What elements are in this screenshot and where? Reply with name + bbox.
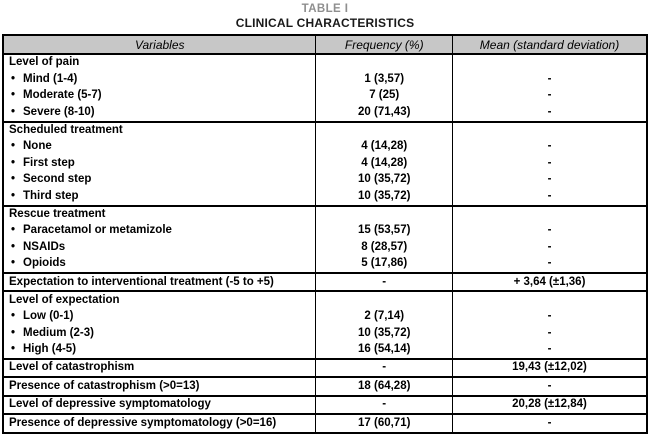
frequency-cell: 10 (35,72): [316, 188, 453, 205]
bullet-icon: •: [11, 173, 16, 186]
mean-cell: -: [452, 342, 647, 359]
frequency-cell: [316, 54, 453, 71]
table-row: [3, 88, 647, 104]
frequency-cell: [316, 122, 453, 139]
frequency-cell: 8 (28,57): [316, 239, 453, 255]
table-row: [3, 206, 647, 223]
table-row: [3, 122, 647, 139]
table-row: [3, 325, 647, 341]
variable-item-label: • Opioids: [3, 256, 316, 273]
frequency-cell: 2 (7,14): [316, 309, 453, 325]
frequency-cell: -: [316, 396, 453, 414]
bullet-icon: •: [11, 105, 16, 118]
frequency-cell: 18 (64,28): [316, 377, 453, 395]
variable-group-label: Level of pain: [3, 54, 316, 71]
frequency-cell: 10 (35,72): [316, 325, 453, 341]
bullet-icon: •: [11, 240, 16, 253]
table-caption: CLINICAL CHARACTERISTICS: [235, 16, 415, 30]
variable-item-label: • Moderate (5-7): [3, 88, 316, 104]
mean-cell: -: [452, 223, 647, 239]
mean-cell: 19,43 (±12,02): [452, 359, 647, 377]
bullet-icon: •: [11, 224, 16, 237]
mean-cell: [452, 54, 647, 71]
table-row: [3, 239, 647, 255]
variable-group-label: Rescue treatment: [3, 206, 316, 223]
frequency-cell: 10 (35,72): [316, 172, 453, 188]
frequency-cell: 7 (25): [316, 88, 453, 104]
mean-cell: -: [452, 256, 647, 273]
variable-item-label: • Paracetamol or metamizole: [3, 223, 316, 239]
header-mean: Mean (standard deviation): [452, 35, 647, 54]
mean-cell: [452, 291, 647, 308]
frequency-cell: [316, 206, 453, 223]
frequency-cell: 15 (53,57): [316, 223, 453, 239]
frequency-cell: -: [316, 273, 453, 291]
table-body: [3, 54, 647, 433]
table-row: [3, 256, 647, 273]
bullet-icon: •: [11, 72, 16, 85]
variable-label: Expectation to interventional treatment (-5 to +5): [3, 273, 316, 291]
mean-cell: -: [452, 309, 647, 325]
mean-cell: [452, 206, 647, 223]
mean-cell: [452, 122, 647, 139]
bullet-icon: •: [11, 140, 16, 153]
table-row: [3, 104, 647, 121]
variable-item-label: • Medium (2-3): [3, 325, 316, 341]
mean-cell: -: [452, 239, 647, 255]
table-row: [3, 54, 647, 71]
mean-cell: -: [452, 172, 647, 188]
variable-group-label: Level of expectation: [3, 291, 316, 308]
bullet-icon: •: [11, 343, 16, 356]
table-header: [3, 35, 647, 54]
variable-item-label: • Second step: [3, 172, 316, 188]
frequency-cell: 4 (14,28): [316, 155, 453, 171]
header-row: [3, 35, 647, 54]
table-row: [3, 139, 647, 155]
table-row: [3, 188, 647, 205]
table-row: [3, 172, 647, 188]
table-row: [3, 359, 647, 377]
variable-item-label: • Third step: [3, 188, 316, 205]
variable-item-label: • Severe (8-10): [3, 104, 316, 121]
bullet-icon: •: [11, 310, 16, 323]
variable-label: Presence of depressive symptomatology (>0=16): [3, 414, 316, 432]
clinical-characteristics-table: [2, 34, 648, 434]
table-row: [3, 309, 647, 325]
mean-cell: -: [452, 377, 647, 395]
mean-cell: -: [452, 88, 647, 104]
table-title: [0, 2, 650, 30]
table-row: [3, 291, 647, 308]
mean-cell: -: [452, 155, 647, 171]
header-variables: Variables: [3, 35, 316, 54]
mean-cell: + 3,64 (±1,36): [452, 273, 647, 291]
bullet-icon: •: [11, 326, 16, 339]
table-row: [3, 223, 647, 239]
table-row: [3, 342, 647, 359]
variable-item-label: • First step: [3, 155, 316, 171]
frequency-cell: 1 (3,57): [316, 71, 453, 87]
variable-item-label: • Low (0-1): [3, 309, 316, 325]
variable-item-label: • NSAIDs: [3, 239, 316, 255]
variable-item-label: • None: [3, 139, 316, 155]
header-frequency: Frequency (%): [316, 35, 453, 54]
mean-cell: 20,28 (±12,84): [452, 396, 647, 414]
frequency-cell: 16 (54,14): [316, 342, 453, 359]
variable-label: Presence of catastrophism (>0=13): [3, 377, 316, 395]
frequency-cell: 4 (14,28): [316, 139, 453, 155]
frequency-cell: 5 (17,86): [316, 256, 453, 273]
table-row: [3, 71, 647, 87]
table-row: [3, 377, 647, 395]
table-row: [3, 396, 647, 414]
bullet-icon: •: [11, 156, 16, 169]
variable-label: Level of catastrophism: [3, 359, 316, 377]
frequency-cell: 17 (60,71): [316, 414, 453, 432]
table-number: TABLE I: [301, 3, 349, 15]
variable-item-label: • Mind (1-4): [3, 71, 316, 87]
frequency-cell: 20 (71,43): [316, 104, 453, 121]
table-row: [3, 273, 647, 291]
mean-cell: -: [452, 104, 647, 121]
bullet-icon: •: [11, 89, 16, 102]
mean-cell: -: [452, 188, 647, 205]
mean-cell: -: [452, 325, 647, 341]
mean-cell: -: [452, 71, 647, 87]
bullet-icon: •: [11, 257, 16, 270]
bullet-icon: •: [11, 189, 16, 202]
frequency-cell: -: [316, 359, 453, 377]
table-row: [3, 155, 647, 171]
variable-label: Level of depressive symptomatology: [3, 396, 316, 414]
frequency-cell: [316, 291, 453, 308]
mean-cell: -: [452, 139, 647, 155]
variable-item-label: • High (4-5): [3, 342, 316, 359]
mean-cell: -: [452, 414, 647, 432]
variable-group-label: Scheduled treatment: [3, 122, 316, 139]
